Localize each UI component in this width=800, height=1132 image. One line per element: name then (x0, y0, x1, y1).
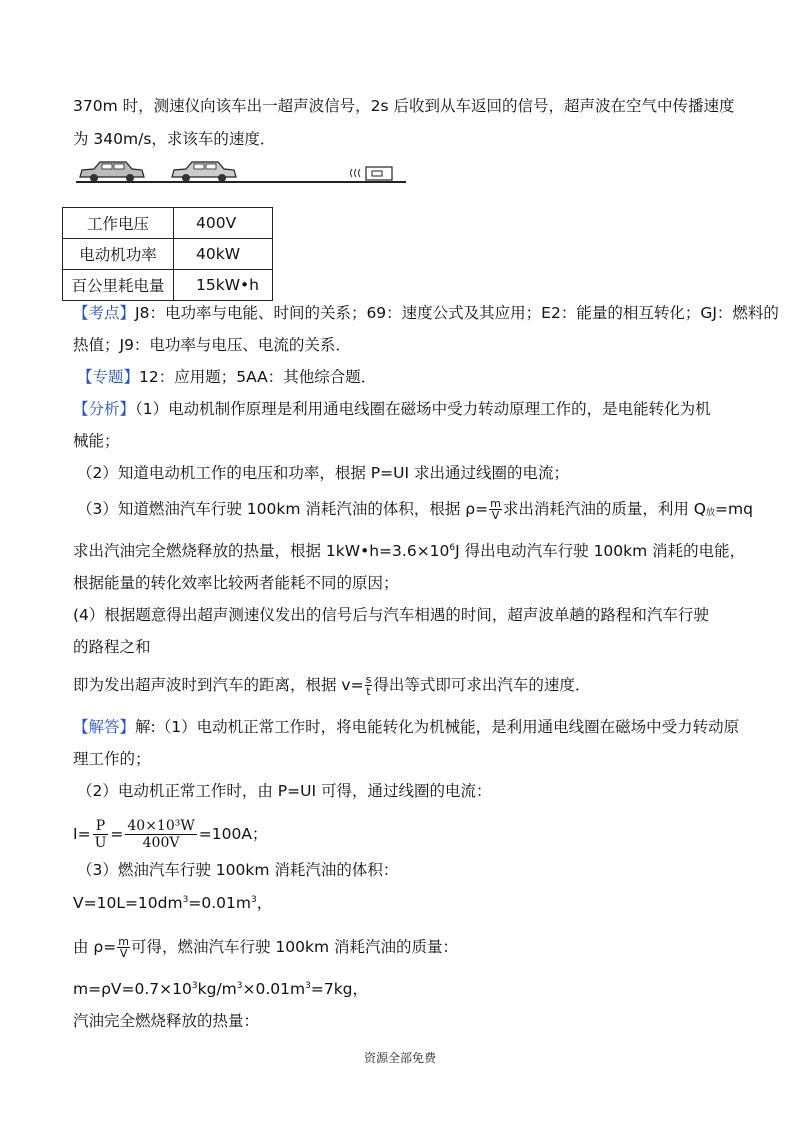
zhuanti-line (77, 367, 376, 387)
car-icon (80, 162, 144, 182)
fraction-denominator: U (94, 835, 107, 851)
table-cell-key: 电动机功率 (63, 239, 174, 270)
page-footer: 资源全部免费 (363, 1051, 436, 1065)
fraction-m-over-v (117, 936, 130, 959)
text-fragment: （3）知道燃油汽车行驶 100km 消耗汽油的体积，根据 ρ= (77, 500, 489, 518)
jieda-line-5: （3）燃油汽车行驶 100km 消耗汽油的体积： (77, 861, 399, 879)
fenxi-line-3: （2）知道电动机工作的电压和功率，根据 P=UI 求出通过线圈的电流； (77, 464, 569, 482)
fenxi-line-8: 的路程之和 (73, 638, 151, 656)
text-fragment: = (110, 825, 124, 843)
kaodian-text: J8：电功率与电能、时间的关系；69：速度公式及其应用；E2：能量的相互转化；GJ：燃料的 (135, 304, 779, 322)
fraction-calc (125, 818, 196, 851)
table-cell-value: 40kW (174, 239, 273, 270)
jieda-text: 解:（1）电动机正常工作时，将电能转化为机械能，是利用通电线圈在磁场中受力转动原 (135, 718, 740, 736)
text-fragment: kg/m (197, 980, 237, 998)
superscript: 3 (182, 894, 189, 905)
cars-and-detector-illustration (76, 157, 406, 187)
text-fragment: ， (256, 894, 273, 912)
fraction-denominator: t (366, 685, 371, 698)
fenxi-line-7: (4）根据题意得出超声测速仪发出的信号后与汽车相遇的时间，超声波单趟的路程和汽车行驶 (73, 606, 709, 624)
zhuanti-tag: 【专题】 (77, 368, 140, 386)
text-fragment: 求出消耗汽油的质量，利用 Q (502, 500, 706, 518)
text-fragment: 求出汽油完全燃烧释放的热量，根据 1kW•h=3.6×10 (73, 542, 450, 560)
table-cell-value: 400V (174, 208, 273, 239)
jieda-line-2: 理工作的； (73, 750, 151, 768)
text-fragment: J 得出电动汽车行驶 100km 消耗的电能， (455, 542, 746, 560)
fenxi-line-4 (77, 498, 753, 523)
fenxi-line-1 (73, 399, 711, 419)
fenxi-line-9 (73, 674, 590, 697)
fraction-denominator: V (119, 947, 128, 960)
text-fragment: 得出等式即可求出汽车的速度． (373, 676, 591, 694)
text-fragment: =100A； (198, 825, 268, 843)
superscript: 3 (236, 980, 243, 991)
text-fragment: =mq (715, 500, 753, 518)
superscript: 6 (449, 542, 456, 553)
jieda-line-7 (73, 936, 458, 959)
fraction-p-over-u (93, 818, 109, 851)
jieda-line-4 (73, 818, 267, 851)
fraction-numerator: m (118, 935, 129, 948)
jieda-line-9: 汽油完全燃烧释放的热量： (73, 1012, 260, 1030)
fenxi-text: （1）电动机制作原理是利用通电线圈在磁场中受力转动原理工作的，是电能转化为机 (135, 400, 711, 418)
table-row (63, 239, 273, 270)
jieda-tag: 【解答】 (73, 718, 136, 736)
jieda-line-6 (73, 893, 272, 913)
fenxi-line-6: 根据能量的转化效率比较两者能耗不同的原因； (73, 574, 399, 592)
superscript: 3 (305, 980, 311, 991)
kaodian-line-2: 热值；J9：电功率与电压、电流的关系． (73, 336, 351, 354)
superscript: 3 (191, 980, 198, 991)
superscript: 3 (250, 894, 257, 905)
fraction-numerator: s (365, 673, 372, 686)
fenxi-line-5 (73, 541, 745, 561)
text-fragment: 由 ρ= (73, 938, 117, 956)
car-icon (172, 162, 236, 182)
text-fragment: V=10L=10dm (73, 894, 183, 912)
fenxi-tag: 【分析】 (73, 400, 136, 418)
kaodian-line-1 (73, 303, 779, 323)
table-row (63, 270, 273, 301)
jieda-line-1 (73, 717, 739, 737)
text-fragment: ×0.01m (242, 980, 306, 998)
table-cell-key: 工作电压 (63, 208, 174, 239)
fenxi-line-2: 械能； (73, 432, 120, 450)
fraction-numerator: 40×10³W (127, 818, 195, 834)
jieda-line-3: （2）电动机正常工作时，由 P=UI 可得，通过线圈的电流： (77, 782, 492, 800)
text-fragment: m=ρV=0.7×10 (73, 980, 192, 998)
fraction-denominator: 400V (142, 835, 180, 851)
kaodian-tag: 【考点】 (73, 304, 136, 322)
fraction-numerator: m (490, 497, 501, 510)
spec-table (62, 207, 273, 301)
text-fragment: I= (73, 825, 91, 843)
text-fragment: 可得，燃油汽车行驶 100km 消耗汽油的质量： (130, 938, 458, 956)
fraction-numerator: P (93, 818, 109, 835)
subscript: 放 (706, 508, 716, 518)
speed-detector-icon (351, 167, 393, 180)
table-cell-key: 百公里耗电量 (63, 270, 174, 301)
problem-line-1: 370m 时，测速仪向该车出一超声波信号，2s 后收到从车返回的信号，超声波在空气中传播速度 (73, 97, 735, 115)
table-cell-value: 15kW•h (174, 270, 273, 301)
problem-line-2: 为 340m/s，求该车的速度． (73, 130, 276, 148)
fraction-m-over-v (489, 498, 502, 521)
zhuanti-text: 12：应用题；5AA：其他综合题． (139, 368, 377, 386)
fraction-denominator: V (491, 509, 500, 522)
jieda-line-8 (73, 979, 368, 999)
table-row (63, 208, 273, 239)
fraction-s-over-t (365, 674, 373, 697)
text-fragment: 即为发出超声波时到汽车的距离，根据 v= (73, 676, 364, 694)
text-fragment: =7kg， (310, 980, 369, 998)
text-fragment: =0.01m (188, 894, 251, 912)
